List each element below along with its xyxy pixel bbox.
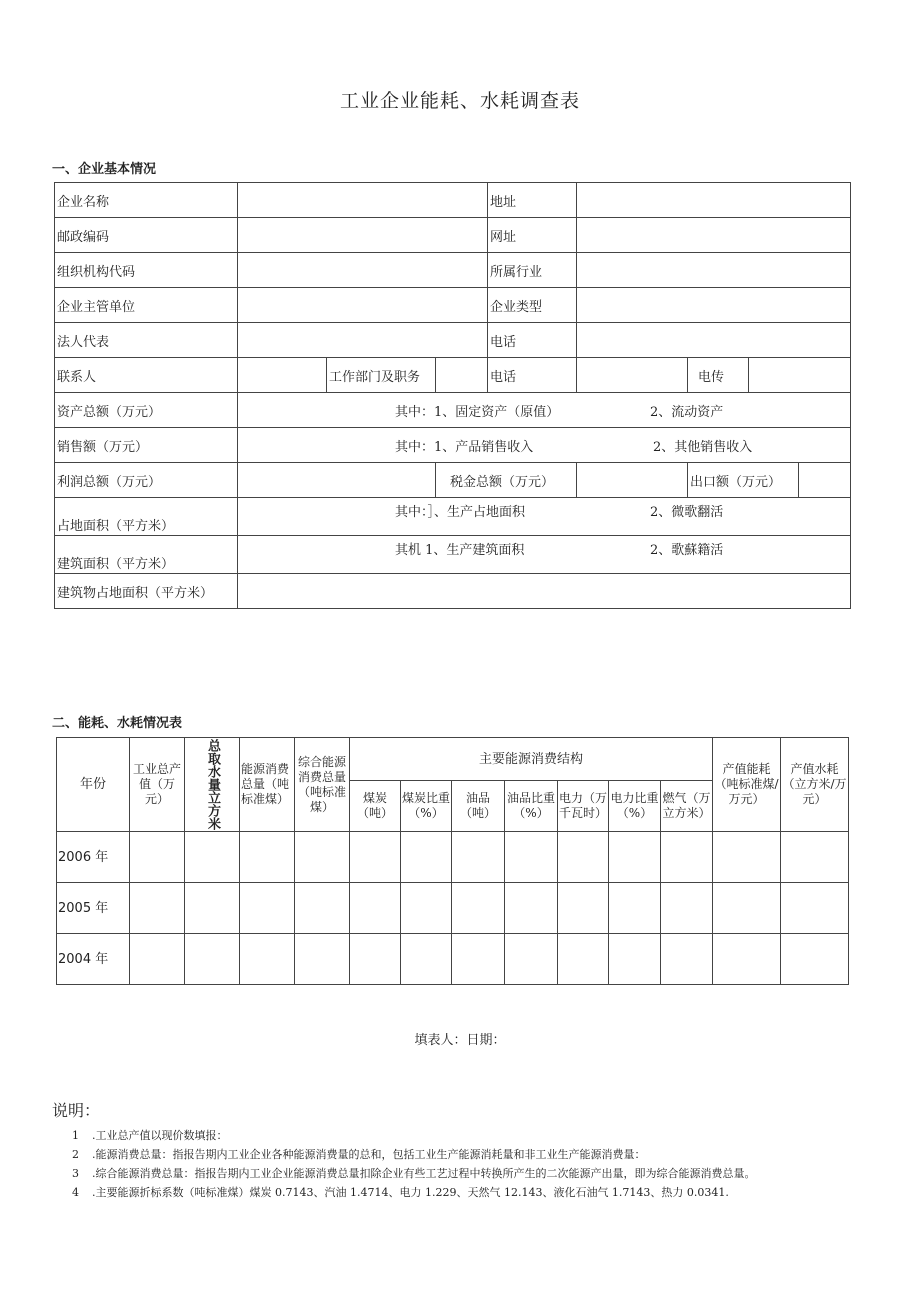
note-text: .主要能源折标系数（吨标准煤）煤炭 0.7143、汽油 1.4714、电力 1.229、天然气 12.143、液化石油气 1.7143、热力 0.0341. [92,1186,729,1199]
data-cell[interactable] [558,832,609,883]
data-cell[interactable] [505,934,558,985]
page-title: 工业企业能耗、水耗调查表 [339,90,580,112]
data-cell[interactable] [609,883,661,934]
list-item [72,1164,756,1183]
data-cell[interactable] [781,883,849,934]
table-row [55,574,851,609]
section1-heading: 一、企业基本情况 [52,162,157,177]
field-legal-rep[interactable] [238,323,488,358]
field-contact[interactable] [238,358,327,393]
field-fax[interactable] [749,358,851,393]
table-row [55,358,851,393]
year-cell: 2004 年 [57,934,130,985]
table-row [55,323,851,358]
table-row [55,393,851,428]
label-fax: 电传 [688,358,749,393]
field-phone[interactable] [577,323,851,358]
field-website[interactable] [577,218,851,253]
field-supervisor[interactable] [238,288,488,323]
field-org-code[interactable] [238,253,488,288]
filler-signature-line: 填表人：日期： [414,1033,506,1048]
field-total-assets[interactable] [238,393,851,428]
label-address: 地址 [488,183,577,218]
header-coal-ratio: 煤炭比重（%） [401,781,452,832]
note-number: 1 [72,1129,79,1142]
data-cell[interactable] [240,934,295,985]
year-cell: 2006 年 [57,832,130,883]
field-building-area[interactable] [238,536,851,574]
field-total-profit[interactable] [238,463,436,498]
basic-info-table [54,182,851,609]
data-cell[interactable] [558,934,609,985]
table-header-row [57,738,849,781]
header-composite-energy: 综合能源消费总量（吨标准煤） [295,738,350,832]
table-row [55,288,851,323]
label-postal-code: 邮政编码 [55,218,238,253]
table-row [55,536,851,574]
water-total-label: 总取水量立方米 [205,739,220,830]
header-energy-total: 能源消费总量（吨标准煤） [240,738,295,832]
note-number: 3 [72,1167,79,1180]
notes-heading: 说明： [52,1101,101,1120]
field-sales[interactable] [238,428,851,463]
data-cell[interactable] [401,934,452,985]
label-contact: 联系人 [55,358,238,393]
data-cell[interactable] [350,883,401,934]
table-row [55,183,851,218]
header-water-total [185,738,240,832]
data-cell[interactable] [130,832,185,883]
table-row [57,934,849,985]
field-contact-phone[interactable] [577,358,688,393]
data-cell[interactable] [505,832,558,883]
notes-list [72,1126,756,1202]
data-cell[interactable] [401,832,452,883]
note-text: .能源消费总量：指报告期内工业企业各种能源消费量的总和，包括工业生产能源消耗量和非工业生产能源消费量： [92,1148,646,1161]
label-other-building: 2、歌蘇籍活 [650,543,724,558]
label-product-sales: 其中：1、产品销售收入 [395,439,534,455]
data-cell[interactable] [240,832,295,883]
label-industry: 所属行业 [488,253,577,288]
data-cell[interactable] [452,934,505,985]
field-company-type[interactable] [577,288,851,323]
data-cell[interactable] [609,832,661,883]
field-postal-code[interactable] [238,218,488,253]
label-contact-phone: 电话 [488,358,577,393]
label-tax: 税金总额（万元） [436,463,577,498]
header-gas: 燃气（万立方米） [661,781,713,832]
data-cell[interactable] [661,934,713,985]
data-cell[interactable] [295,934,350,985]
header-energy-per-output: 产值能耗（吨标准煤/万元） [713,738,781,832]
data-cell[interactable] [609,934,661,985]
header-oil-ratio: 油品比重（%） [505,781,558,832]
label-land-area: 占地面积（平方米） [55,498,238,536]
header-power-ratio: 电力比重（%） [609,781,661,832]
label-department: 工作部门及职务 [327,358,436,393]
data-cell[interactable] [452,883,505,934]
label-company-name: 企业名称 [55,183,238,218]
note-number: 4 [72,1186,79,1199]
table-row [57,832,849,883]
label-total-assets: 资产总额（万元） [55,393,238,428]
data-cell[interactable] [781,934,849,985]
label-company-type: 企业类型 [488,288,577,323]
data-cell[interactable] [185,832,240,883]
table-row [55,463,851,498]
label-other-land: 2、微歌翻活 [650,505,724,520]
data-cell[interactable] [713,832,781,883]
data-cell[interactable] [130,934,185,985]
table-row [55,498,851,536]
header-main-structure: 主要能源消费结构 [350,738,713,781]
data-cell[interactable] [240,883,295,934]
label-org-code: 组织机构代码 [55,253,238,288]
label-building-footprint: 建筑物占地面积（平方米） [55,574,238,609]
label-production-land: 其中：］、生产占地面积 [395,505,526,520]
data-cell[interactable] [350,934,401,985]
data-cell[interactable] [713,934,781,985]
list-item [72,1126,756,1145]
data-cell[interactable] [452,832,505,883]
note-text: .工业总产值以现价数填报： [92,1129,228,1142]
data-cell[interactable] [295,883,350,934]
field-land-area[interactable] [238,498,851,536]
data-cell[interactable] [781,832,849,883]
table-row [57,883,849,934]
label-sales: 销售额（万元） [55,428,238,463]
table-row [55,218,851,253]
data-cell[interactable] [350,832,401,883]
field-tax[interactable] [577,463,688,498]
data-cell[interactable] [130,883,185,934]
data-cell[interactable] [713,883,781,934]
header-coal: 煤炭（吨） [350,781,401,832]
label-production-building: 其机 1、生产建筑面积 [395,543,525,558]
label-fixed-assets: 其中：1、固定资产（原值） [395,404,560,420]
field-company-name[interactable] [238,183,488,218]
label-website: 网址 [488,218,577,253]
note-text: .综合能源消费总量：指报告期内工业企业能源消费总量扣除企业有些工艺过程中转换所产生的二次能源产出量，即为综合能源消费总量。 [92,1167,756,1180]
data-cell[interactable] [401,883,452,934]
field-industry[interactable] [577,253,851,288]
table-row [55,253,851,288]
data-cell[interactable] [185,883,240,934]
field-address[interactable] [577,183,851,218]
label-phone: 电话 [488,323,577,358]
year-cell: 2005 年 [57,883,130,934]
energy-water-table [56,737,849,985]
label-total-profit: 利润总额（万元） [55,463,238,498]
label-building-area: 建筑面积（平方米） [55,536,238,574]
data-cell[interactable] [661,832,713,883]
field-export[interactable] [799,463,851,498]
label-current-assets: 2、流动资产 [650,404,724,420]
header-output-value: 工业总产值（万元） [130,738,185,832]
data-cell[interactable] [505,883,558,934]
table-row [55,428,851,463]
data-cell[interactable] [295,832,350,883]
label-export: 出口额（万元） [688,463,799,498]
header-power: 电力（万千瓦时） [558,781,609,832]
label-other-sales: 2、其他销售收入 [653,439,753,455]
data-cell[interactable] [185,934,240,985]
list-item [72,1145,756,1164]
label-supervisor: 企业主管单位 [55,288,238,323]
note-number: 2 [72,1148,79,1161]
label-legal-rep: 法人代表 [55,323,238,358]
data-cell[interactable] [558,883,609,934]
data-cell[interactable] [661,883,713,934]
field-building-footprint[interactable] [238,574,851,609]
header-oil: 油品（吨） [452,781,505,832]
section2-heading: 二、能耗、水耗情况表 [52,716,183,731]
list-item [72,1183,756,1202]
field-department[interactable] [436,358,488,393]
header-water-per-output: 产值水耗（立方米/万元） [781,738,849,832]
header-year: 年份 [57,738,130,832]
